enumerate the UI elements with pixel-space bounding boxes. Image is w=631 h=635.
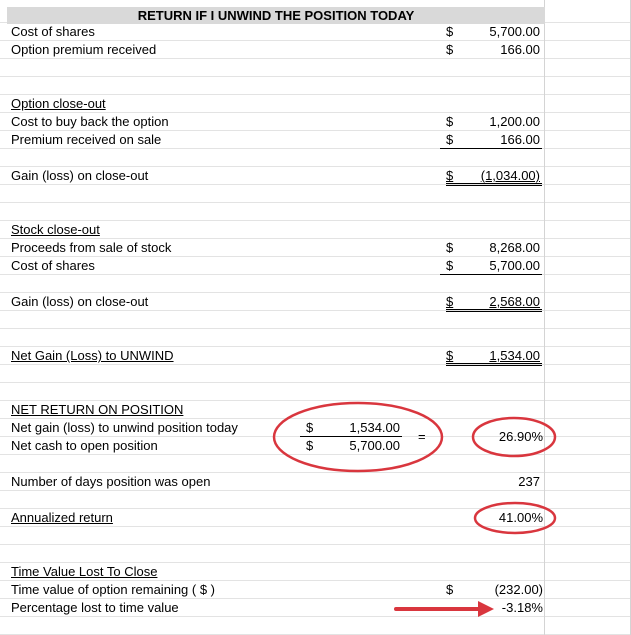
time-value-remaining-value[interactable]: (232.00) (494, 582, 543, 597)
cost-of-shares-2-value[interactable]: 5,700.00 (489, 258, 540, 273)
cost-buy-back-label[interactable]: Cost to buy back the option (11, 114, 169, 129)
gain-stock-value[interactable]: 2,568.00 (489, 294, 540, 309)
gain-stock-label[interactable]: Gain (loss) on close-out (11, 294, 149, 309)
time-value-header[interactable]: Time Value Lost To Close (11, 564, 158, 579)
pct-lost-label[interactable]: Percentage lost to time value (11, 600, 179, 615)
premium-on-sale-label[interactable]: Premium received on sale (11, 132, 162, 147)
days-open-value[interactable]: 237 (518, 474, 540, 489)
gain-option-value[interactable]: (1,034.00) (480, 168, 540, 183)
net-cash-open-label[interactable]: Net cash to open position (11, 438, 158, 453)
cost-buy-back-currency[interactable]: $ (446, 114, 454, 129)
subtotal-rule-stock (440, 274, 542, 275)
cost-of-shares-currency[interactable]: $ (446, 24, 454, 39)
annualized-value[interactable]: 41.00% (498, 510, 543, 525)
time-value-remaining-label[interactable]: Time value of option remaining ( $ ) (11, 582, 216, 597)
double-rule-stock (446, 309, 542, 312)
sheet-title[interactable]: RETURN IF I UNWIND THE POSITION TODAY (7, 7, 545, 24)
gain-option-currency[interactable]: $ (446, 168, 454, 183)
cost-of-shares-2-label[interactable]: Cost of shares (11, 258, 95, 273)
cost-of-shares-2-currency[interactable]: $ (446, 258, 454, 273)
net-cash-open-currency[interactable]: $ (306, 438, 314, 453)
time-value-remaining-currency[interactable]: $ (446, 582, 454, 597)
premium-on-sale-value[interactable]: 166.00 (500, 132, 540, 147)
net-cash-open-value[interactable]: 5,700.00 (349, 438, 400, 453)
option-premium-currency[interactable]: $ (446, 42, 454, 57)
equals-sign[interactable]: = (418, 429, 426, 444)
option-premium-label[interactable]: Option premium received (11, 42, 157, 57)
days-open-label[interactable]: Number of days position was open (11, 474, 211, 489)
subtotal-rule-option (440, 148, 542, 149)
return-percentage[interactable]: 26.90% (498, 429, 543, 444)
net-gain-today-value[interactable]: 1,534.00 (349, 420, 400, 435)
net-return-header[interactable]: NET RETURN ON POSITION (11, 402, 184, 417)
double-rule-option (446, 183, 542, 186)
net-gain-unwind-label[interactable]: Net Gain (Loss) to UNWIND (11, 348, 174, 363)
option-premium-value[interactable]: 166.00 (500, 42, 540, 57)
cost-of-shares-label[interactable]: Cost of shares (11, 24, 95, 39)
proceeds-stock-currency[interactable]: $ (446, 240, 454, 255)
pct-lost-value[interactable]: -3.18% (501, 600, 543, 615)
net-gain-today-label[interactable]: Net gain (loss) to unwind position today (11, 420, 238, 435)
net-gain-unwind-currency[interactable]: $ (446, 348, 454, 363)
cost-of-shares-value[interactable]: 5,700.00 (489, 24, 540, 39)
premium-on-sale-currency[interactable]: $ (446, 132, 454, 147)
net-gain-unwind-value[interactable]: 1,534.00 (489, 348, 540, 363)
cost-buy-back-value[interactable]: 1,200.00 (489, 114, 540, 129)
annualized-label[interactable]: Annualized return (11, 510, 113, 525)
proceeds-stock-value[interactable]: 8,268.00 (489, 240, 540, 255)
gain-option-label[interactable]: Gain (loss) on close-out (11, 168, 149, 183)
option-closeout-header[interactable]: Option close-out (11, 96, 106, 111)
net-gain-today-currency[interactable]: $ (306, 420, 314, 435)
proceeds-stock-label[interactable]: Proceeds from sale of stock (11, 240, 172, 255)
double-rule-net (446, 363, 542, 366)
stock-closeout-header[interactable]: Stock close-out (11, 222, 100, 237)
gain-stock-currency[interactable]: $ (446, 294, 454, 309)
